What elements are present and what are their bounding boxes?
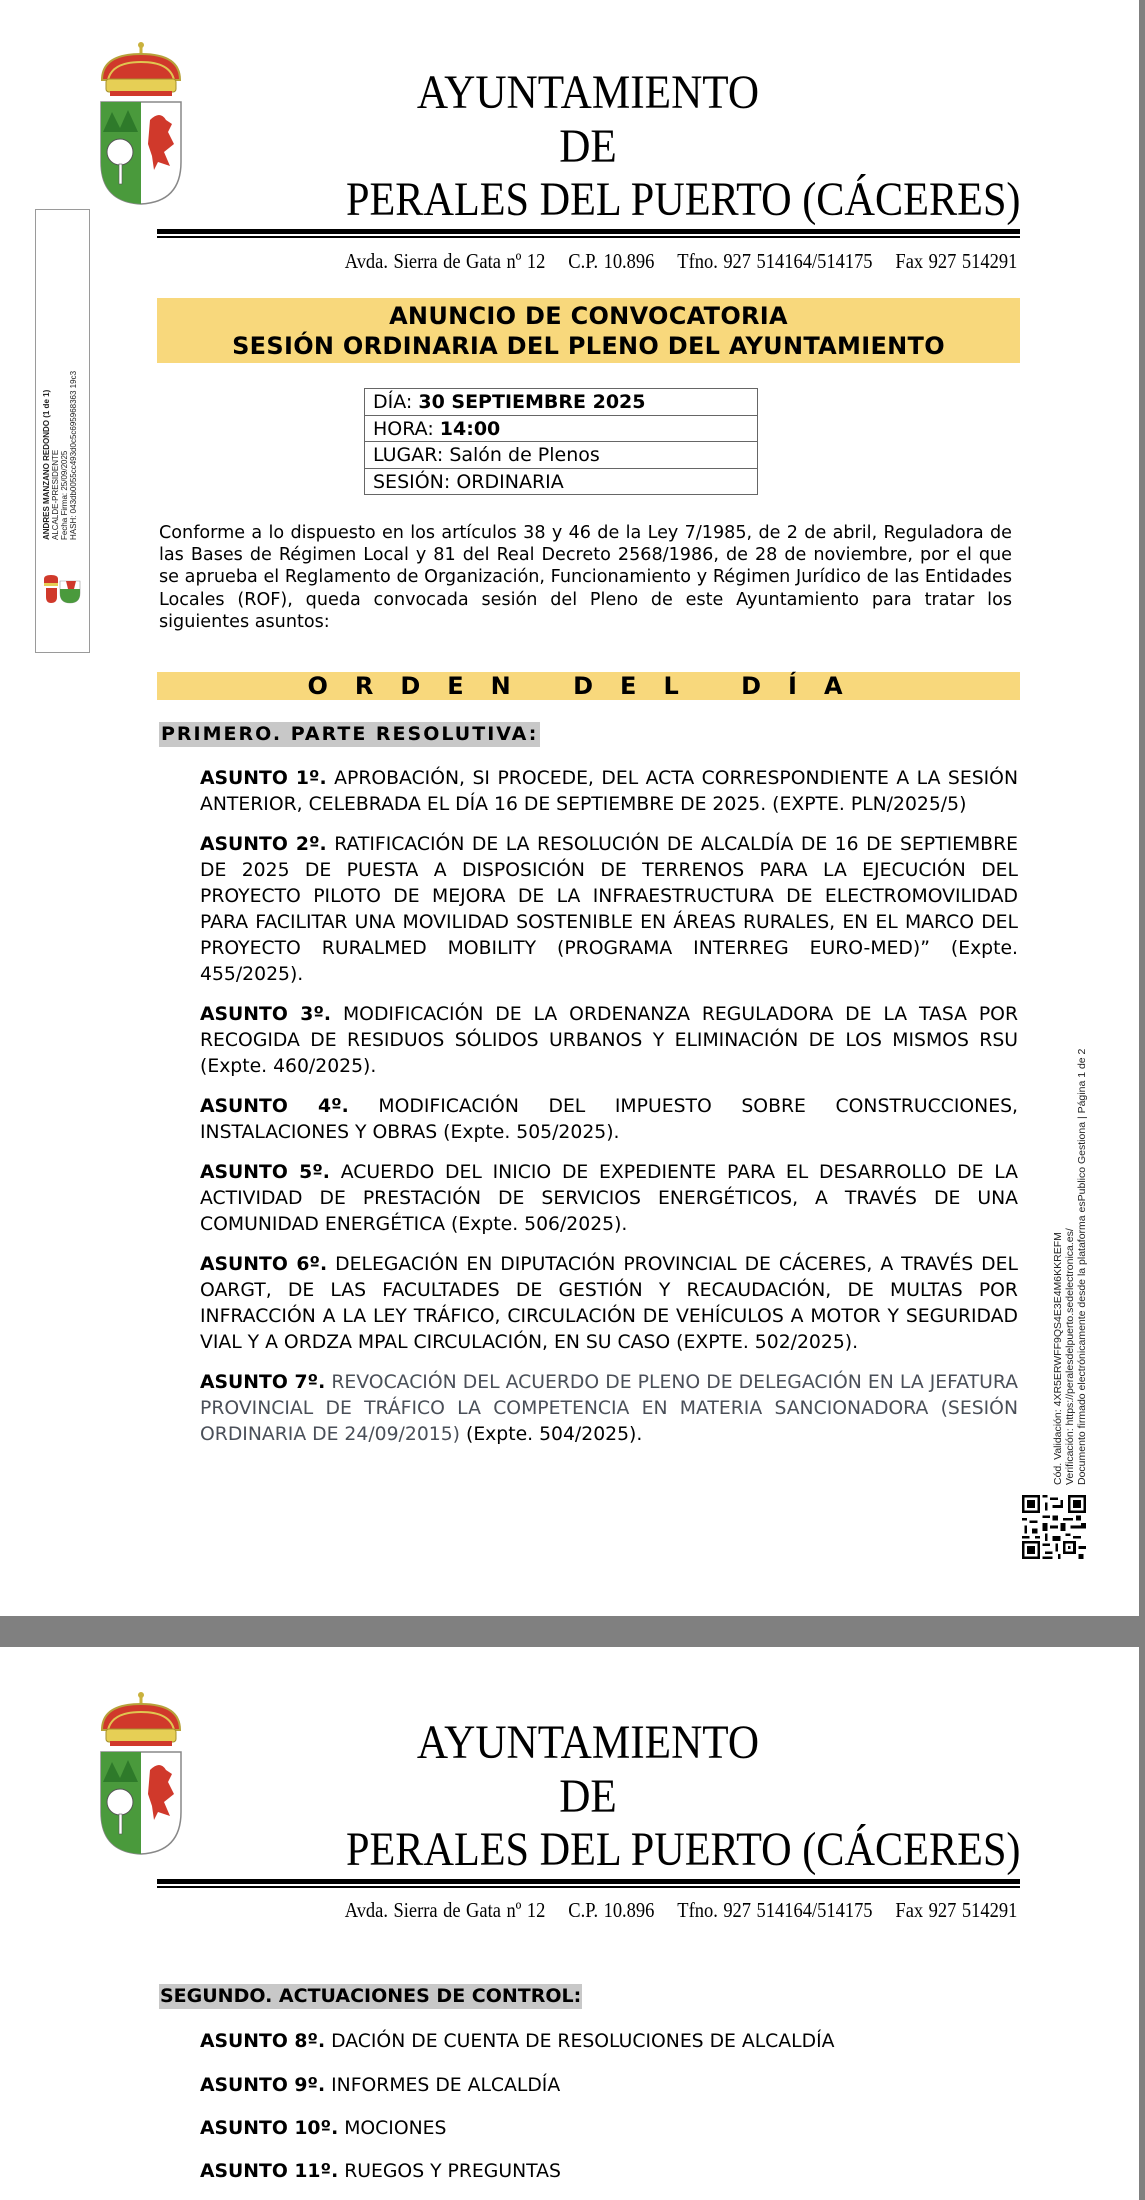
address-phone: Tfno. 927 514164/514175 [676,249,873,273]
letterhead-address [344,1898,1017,1923]
crown-icon [102,1692,180,1746]
agenda-item-label: ASUNTO 4º. [200,1096,349,1117]
section1-heading: PRIMERO. PARTE RESOLUTIVA: [161,723,539,745]
address-phone: Tfno. 927 514164/514175 [676,1898,873,1922]
signature-stamp [35,209,90,653]
agenda-item-label: ASUNTO 10º. [200,2118,339,2139]
agenda-item-label: ASUNTO 11º. [200,2161,339,2182]
shield-icon [101,1752,181,1854]
address-street: Avda. Sierra de Gata nº 12 [344,1898,546,1922]
agenda-title-band [157,672,1020,700]
session-info-table [364,388,758,495]
announcement-banner [157,298,1020,363]
address-street: Avda. Sierra de Gata nº 12 [344,249,546,273]
coat-of-arms-icon [98,40,184,206]
agenda-item-label: ASUNTO 7º. [200,1372,326,1393]
section2-heading: SEGUNDO. ACTUACIONES DE CONTROL: [160,1985,582,2007]
signature-stamp-text [42,371,78,540]
letterhead-title-line3: PERALES DEL PUERTO (CÁCERES) [345,1823,1020,1876]
section1-items [200,766,1018,1448]
session-time-label: HORA: [373,417,440,440]
section1-heading-wrap [159,722,540,747]
agenda-item-text: DELEGACIÓN EN DIPUTACIÓN PROVINCIAL DE CÁCERES, A TRAVÉS DEL OARGT, DE LAS FACULTADES DE GESTIÓN Y RECAUDACIÓN, DE MULTAS POR INFRACCIÓN A LA LEY TRÁFICO, CIRCULACIÓN DE VEHÍCULOS A MOTOR Y SEGURIDAD VIAL Y A ORDZA MPAL CIRCULACIÓN, EN SU CASO (EXPTE. 502/2025). [200,1254,1018,1353]
announcement-title-line1: ANUNCIO DE CONVOCATORIA [389,302,788,330]
agenda-item-4 [200,1094,1018,1146]
section2-heading-wrap [159,1984,582,2009]
agenda-item-7 [200,1370,1018,1448]
address-postal-code: C.P. 10.896 [567,1898,655,1922]
letterhead-rule-thick [157,1879,1020,1884]
agenda-item-label: ASUNTO 1º. [200,768,327,789]
agenda-item-2 [200,832,1018,988]
shield-icon [101,102,181,204]
coat-of-arms-icon [98,1690,184,1856]
signature-date: Fecha Firma: 25/09/2025 [60,450,69,540]
session-date-label: DÍA: [373,391,419,413]
verification-url[interactable]: Verificación: https://peralesdelpuerto.sedelectronica.es/ [1064,1228,1076,1485]
agenda-item-11 [200,2159,561,2185]
stamp-crest-icon [42,575,82,605]
signature-hash: HASH: 043db0055cc493d0c5c695968363 19c3 [69,370,78,540]
agenda-item-label: ASUNTO 9º. [200,2075,326,2096]
letterhead-rule-thin [157,1886,1020,1888]
agenda-item-label: ASUNTO 6º. [200,1254,328,1275]
agenda-item-text: RATIFICACIÓN DE LA RESOLUCIÓN DE ALCALDÍA DE 16 DE SEPTIEMBRE DE 2025 DE PUESTA A DISPOSICIÓN DE TERRENOS PARA LA EJECUCIÓN DEL PROYECTO PILOTO DE MEJORA DE LA INFRAESTRUCTURA DE ELECTROMOVILIDAD PARA FACILITAR UNA MOVILIDAD SOSTENIBLE EN ÁREAS RURALES, EN EL MARCO DEL PROYECTO RURALMED MOBILITY (PROGRAMA INTERREG EURO-MED)” (Expte. 455/2025). [200,834,1018,985]
letterhead-title-line2: DE [559,1770,617,1823]
letterhead-title-line1: AYUNTAMIENTO [416,66,760,119]
agenda-item-label: ASUNTO 8º. [200,2031,326,2052]
letterhead-rule-thin [157,236,1020,238]
agenda-item-text: (Expte. 504/2025). [460,1424,643,1445]
address-fax: Fax 927 514291 [895,1898,1017,1922]
agenda-item-text-highlighted: REVOCACIÓN DEL ACUERDO DE PLENO DE DELEGACIÓN EN LA JEFATURA PROVINCIAL DE TRÁFICO LA COMPETENCIA EN MATERIA SANCIONADORA (SESIÓN ORDINARIA DE 24/09/2015) [200,1372,1018,1445]
agenda-item-text: MOCIONES [338,2118,447,2139]
agenda-item-text: INFORMES DE ALCALDÍA [325,2075,561,2096]
session-time-value: 14:00 [439,417,501,440]
address-postal-code: C.P. 10.896 [567,249,655,273]
session-date-value: 30 SEPTIEMBRE 2025 [418,391,646,413]
agenda-item-text: DACIÓN DE CUENTA DE RESOLUCIONES DE ALCALDÍA [325,2031,835,2052]
page-separator [0,1616,1145,1647]
letterhead-title-line3: PERALES DEL PUERTO (CÁCERES) [345,173,1020,226]
agenda-item-9 [200,2073,560,2099]
agenda-item-label: ASUNTO 3º. [200,1004,332,1025]
validation-code: Cód. Validación: 4XR5ERWFF9QS4E3E4M6KKREFM [1052,1232,1064,1485]
agenda-item-3 [200,1002,1018,1080]
agenda-item-label: ASUNTO 5º. [200,1162,330,1183]
session-time-row [365,416,757,443]
agenda-item-6 [200,1252,1018,1356]
signer-name: ANDRES MANZANO REDONDO (1 de 1) [42,389,51,540]
agenda-item-1 [200,766,1018,818]
validation-text [1052,1049,1088,1485]
crown-icon [102,42,180,96]
agenda-item-text: MODIFICACIÓN DEL IMPUESTO SOBRE CONSTRUCCIONES, INSTALACIONES Y OBRAS (Expte. 505/2025). [200,1096,1018,1143]
intro-paragraph: Conforme a lo dispuesto en los artículos 38 y 46 de la Ley 7/1985, de 2 de abril, Reguladora de las Bases de Régimen Local y 81 del Real Decreto 2568/1986, de 28 de noviembre, por el que se aprueba el Reglamento de Organización, Funcionamiento y Régimen Jurídico de las Entidades Locales (ROF), queda convocada sesión del Pleno de este Ayuntamiento para tratar los siguientes asuntos: [159,523,1012,632]
agenda-item-label: ASUNTO 2º. [200,834,327,855]
agenda-item-text: ACUERDO DEL INICIO DE EXPEDIENTE PARA EL DESARROLLO DE LA ACTIVIDAD DE PRESTACIÓN DE SERVICIOS ENERGÉTICOS, A TRAVÉS DE UNA COMUNIDAD ENERGÉTICA (Expte. 506/2025). [200,1162,1018,1235]
qr-code-icon [1022,1495,1086,1559]
session-place-row: LUGAR: Salón de Plenos [365,442,757,469]
letterhead-title-line2: DE [559,120,617,173]
letterhead-address [344,249,1017,274]
session-type-row: SESIÓN: ORDINARIA [373,470,564,493]
signed-document-note: Documento firmado electrónicamente desde la plataforma esPublico Gestiona | Página 1 de 2 [1076,1048,1088,1485]
announcement-title-line2: SESIÓN ORDINARIA DEL PLENO DEL AYUNTAMIENTO [232,332,945,360]
session-date-row [365,389,757,416]
agenda-title: ORDEN DEL DÍA [307,672,870,700]
agenda-item-text: APROBACIÓN, SI PROCEDE, DEL ACTA CORRESPONDIENTE A LA SESIÓN ANTERIOR, CELEBRADA EL DÍA 16 DE SEPTIEMBRE DE 2025. (EXPTE. PLN/2025/5) [200,768,1018,815]
agenda-item-10 [200,2116,446,2142]
agenda-item-5 [200,1160,1018,1238]
letterhead-rule-thick [157,229,1020,234]
agenda-item-text: MODIFICACIÓN DE LA ORDENANZA REGULADORA DE LA TASA POR RECOGIDA DE RESIDUOS SÓLIDOS URBANOS Y ELIMINACIÓN DE LOS MISMOS RSU (Expte. 460/2025). [200,1004,1018,1077]
agenda-item-8 [200,2029,834,2055]
address-fax: Fax 927 514291 [895,249,1017,273]
letterhead-title-line1: AYUNTAMIENTO [416,1716,760,1769]
agenda-item-text: RUEGOS Y PREGUNTAS [338,2161,561,2182]
signer-role: ALCALDE-PRESIDENTE [51,449,60,540]
viewer-scrollbar-edge [1139,0,1145,2200]
